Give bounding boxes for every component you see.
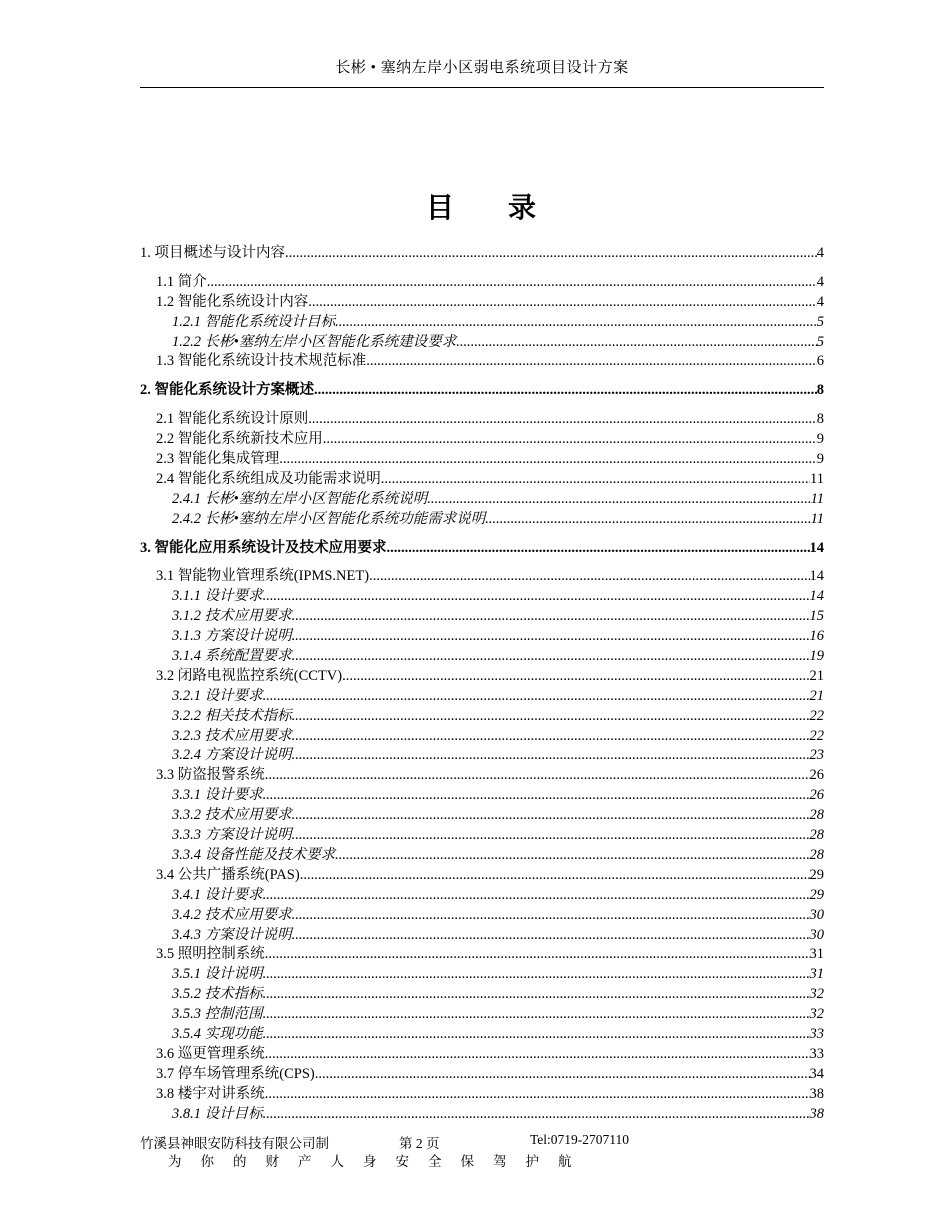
toc-entry-page: 8 (816, 411, 824, 428)
toc-entry-page: 14 (809, 588, 824, 605)
toc-entry-page: 32 (809, 1006, 824, 1023)
toc-entry[interactable] (140, 707, 824, 727)
toc-entry[interactable] (140, 607, 824, 627)
table-of-contents (140, 244, 824, 1124)
toc-entry-page: 29 (809, 886, 824, 903)
toc-entry-page: 22 (809, 707, 824, 724)
toc-entry-label: 3.4 公共广播系统(PAS) (156, 866, 300, 883)
toc-entry-page: 31 (809, 966, 824, 983)
toc-entry[interactable] (140, 244, 824, 264)
toc-entry[interactable] (140, 906, 824, 926)
toc-dot-leader (308, 293, 817, 313)
toc-entry[interactable] (140, 627, 824, 647)
toc-entry-page: 28 (809, 846, 824, 863)
toc-entry-label: 3.5.1 设计说明 (172, 966, 263, 983)
toc-dot-leader (292, 746, 810, 766)
toc-dot-leader (265, 1045, 810, 1065)
toc-dot-leader (292, 627, 810, 647)
toc-entry[interactable] (140, 866, 824, 886)
toc-dot-leader (335, 846, 809, 866)
toc-entry-label: 3.4.1 设计要求 (172, 886, 263, 903)
toc-dot-leader (263, 965, 810, 985)
toc-entry-label: 3.2.1 设计要求 (172, 687, 263, 704)
toc-dot-leader (263, 1005, 810, 1025)
toc-entry-label: 3.5.4 实现功能 (172, 1025, 263, 1042)
footer-company: 竹溪县神眼安防科技有限公司制 (140, 1136, 329, 1151)
toc-entry[interactable] (140, 587, 824, 607)
toc-entry-label: 3.5 照明控制系统 (156, 946, 265, 963)
toc-entry[interactable] (140, 647, 824, 667)
toc-entry-page: 11 (810, 510, 824, 527)
toc-entry[interactable] (140, 450, 824, 470)
toc-entry-page: 34 (809, 1065, 824, 1082)
toc-dot-leader (292, 727, 810, 747)
toc-entry-page: 28 (809, 827, 824, 844)
toc-entry-page: 11 (810, 470, 824, 487)
toc-entry-page: 21 (809, 667, 824, 684)
toc-dot-leader (263, 985, 810, 1005)
toc-entry[interactable] (140, 1065, 824, 1085)
toc-entry-page: 9 (816, 431, 824, 448)
toc-dot-leader (292, 826, 810, 846)
toc-entry[interactable] (140, 1105, 824, 1125)
footer-tel: Tel:0719-2707110 (530, 1132, 630, 1147)
toc-entry[interactable] (140, 1085, 824, 1105)
toc-entry-label: 3.3.4 设备性能及技术要求 (172, 846, 336, 863)
toc-entry-page: 33 (809, 1025, 824, 1042)
toc-entry[interactable] (140, 1005, 824, 1025)
toc-entry-label: 3.2.3 技术应用要求 (172, 727, 292, 744)
toc-dot-leader (381, 470, 810, 490)
toc-entry-page: 21 (809, 687, 824, 704)
toc-entry-label: 3.4.2 技术应用要求 (172, 906, 292, 923)
toc-entry-page: 14 (809, 568, 824, 585)
toc-entry-label: 1. 项目概述与设计内容 (140, 245, 285, 261)
toc-entry[interactable] (140, 985, 824, 1005)
toc-entry-page: 32 (809, 986, 824, 1003)
toc-entry-page: 38 (809, 1085, 824, 1102)
toc-entry-label: 3.3.3 方案设计说明 (172, 827, 292, 844)
toc-entry[interactable] (140, 786, 824, 806)
toc-dot-leader (308, 410, 817, 430)
toc-entry-page: 14 (809, 539, 824, 556)
toc-dot-leader (366, 352, 817, 372)
toc-entry-page: 19 (809, 648, 824, 665)
toc-entry-label: 2. 智能化系统设计方案概述 (140, 382, 314, 399)
toc-dot-leader (292, 926, 810, 946)
toc-dot-leader (335, 313, 817, 333)
toc-entry-label: 2.4.1 长彬•塞纳左岸小区智能化系统说明 (172, 490, 428, 507)
toc-entry-label: 3.8 楼宇对讲系统 (156, 1085, 265, 1102)
toc-dot-leader (265, 945, 810, 965)
toc-dot-leader (456, 333, 817, 353)
toc-entry[interactable] (140, 490, 824, 510)
toc-dot-leader (292, 647, 810, 667)
toc-entry-page: 4 (816, 293, 824, 310)
toc-entry-label: 3.3 防盗报警系统 (156, 767, 265, 784)
toc-entry[interactable] (140, 510, 824, 530)
toc-entry-label: 1.2.2 长彬•塞纳左岸小区智能化系统建设要求 (172, 333, 457, 350)
toc-entry[interactable] (140, 313, 824, 333)
toc-dot-leader (263, 1105, 810, 1125)
toc-entry-label: 3.1.1 设计要求 (172, 588, 263, 605)
toc-entry[interactable] (140, 567, 824, 587)
toc-entry[interactable] (140, 926, 824, 946)
header-divider (140, 87, 824, 88)
toc-entry-label: 2.4.2 长彬•塞纳左岸小区智能化系统功能需求说明 (172, 510, 486, 527)
toc-entry-page: 16 (809, 628, 824, 645)
toc-dot-leader (285, 244, 817, 264)
toc-entry-label: 3.2 闭路电视监控系统(CCTV) (156, 667, 343, 684)
toc-entry-page: 15 (809, 608, 824, 625)
toc-entry[interactable] (140, 886, 824, 906)
toc-entry-label: 2.4 智能化系统组成及功能需求说明 (156, 470, 381, 487)
toc-dot-leader (265, 766, 810, 786)
toc-entry-label: 3.3.2 技术应用要求 (172, 807, 292, 824)
toc-entry-page: 6 (816, 353, 824, 370)
toc-entry[interactable] (140, 945, 824, 965)
toc-title-char-1: 目 (425, 193, 456, 224)
toc-entry-label: 2.2 智能化系统新技术应用 (156, 431, 323, 448)
toc-dot-leader (314, 381, 817, 401)
toc-title (140, 186, 824, 226)
toc-entry-page: 23 (809, 747, 824, 764)
toc-entry-page: 5 (816, 313, 824, 330)
toc-entry-page: 28 (809, 807, 824, 824)
toc-entry-page: 30 (809, 906, 824, 923)
toc-entry-page: 9 (816, 451, 824, 468)
toc-entry-label: 3.8.1 设计目标 (172, 1105, 263, 1122)
toc-entry[interactable] (140, 826, 824, 846)
toc-entry-page: 11 (810, 490, 824, 507)
toc-dot-leader (263, 1025, 810, 1045)
toc-entry[interactable] (140, 1045, 824, 1065)
toc-entry-page: 26 (809, 767, 824, 784)
toc-entry-page: 31 (809, 946, 824, 963)
toc-dot-leader (300, 866, 810, 886)
toc-entry-label: 3.5.3 控制范围 (172, 1006, 263, 1023)
toc-entry[interactable] (140, 539, 824, 559)
toc-entry-page: 5 (816, 333, 824, 350)
toc-dot-leader (207, 273, 817, 293)
toc-entry-label: 3.5.2 技术指标 (172, 986, 263, 1003)
toc-entry-page: 4 (816, 245, 824, 261)
toc-entry-label: 3.1 智能物业管理系统(IPMS.NET) (156, 568, 370, 585)
toc-entry[interactable] (140, 965, 824, 985)
toc-entry-page: 26 (809, 787, 824, 804)
toc-entry-label: 2.1 智能化系统设计原则 (156, 411, 309, 428)
toc-dot-leader (263, 786, 810, 806)
toc-dot-leader (292, 707, 810, 727)
toc-entry-label: 3.3.1 设计要求 (172, 787, 263, 804)
toc-entry[interactable] (140, 333, 824, 353)
toc-dot-leader (292, 806, 810, 826)
toc-entry-label: 3.4.3 方案设计说明 (172, 926, 292, 943)
toc-entry-label: 3.2.2 相关技术指标 (172, 707, 292, 724)
footer-slogan: 为你的财产人身安全保驾护航 (168, 1154, 591, 1169)
footer-page-number: 第 2 页 (399, 1136, 440, 1151)
toc-dot-leader (323, 430, 817, 450)
toc-entry-label: 3.6 巡更管理系统 (156, 1045, 265, 1062)
toc-entry[interactable] (140, 846, 824, 866)
toc-dot-leader (292, 906, 810, 926)
toc-dot-leader (315, 1065, 810, 1085)
toc-entry-page: 4 (816, 273, 824, 290)
toc-entry[interactable] (140, 410, 824, 430)
toc-entry[interactable] (140, 381, 824, 401)
toc-dot-leader (279, 450, 817, 470)
toc-entry[interactable] (140, 273, 824, 293)
toc-dot-leader (485, 510, 810, 530)
toc-entry[interactable] (140, 470, 824, 490)
toc-entry-label: 1.2.1 智能化系统设计目标 (172, 313, 336, 330)
toc-dot-leader (369, 567, 809, 587)
toc-entry[interactable] (140, 667, 824, 687)
toc-entry[interactable] (140, 430, 824, 450)
toc-entry-label: 3. 智能化应用系统设计及技术应用要求 (140, 539, 387, 556)
toc-dot-leader (342, 667, 809, 687)
toc-entry-label: 1.3 智能化系统设计技术规范标准 (156, 353, 367, 370)
toc-entry-label: 3.7 停车场管理系统(CPS) (156, 1065, 315, 1082)
toc-entry-page: 33 (809, 1045, 824, 1062)
toc-entry[interactable] (140, 727, 824, 747)
toc-entry[interactable] (140, 1025, 824, 1045)
page-header-title: 长彬 • 塞纳左岸小区弱电系统项目设计方案 (335, 60, 629, 76)
toc-dot-leader (263, 587, 810, 607)
toc-dot-leader (292, 607, 810, 627)
toc-title-char-2: 录 (508, 193, 539, 224)
toc-entry-label: 3.1.4 系统配置要求 (172, 648, 292, 665)
toc-dot-leader (387, 539, 810, 559)
toc-dot-leader (263, 886, 810, 906)
toc-dot-leader (263, 687, 810, 707)
toc-entry-page: 22 (809, 727, 824, 744)
toc-entry-label: 3.1.3 方案设计说明 (172, 628, 292, 645)
toc-entry[interactable] (140, 746, 824, 766)
toc-dot-leader (265, 1085, 810, 1105)
toc-entry[interactable] (140, 766, 824, 786)
toc-entry-label: 3.1.2 技术应用要求 (172, 608, 292, 625)
toc-entry-page: 38 (809, 1105, 824, 1122)
toc-entry[interactable] (140, 687, 824, 707)
toc-entry[interactable] (140, 352, 824, 372)
toc-entry-page: 29 (809, 866, 824, 883)
toc-entry-label: 1.2 智能化系统设计内容 (156, 293, 309, 310)
toc-entry-label: 2.3 智能化集成管理 (156, 451, 280, 468)
toc-entry-page: 30 (809, 926, 824, 943)
toc-entry-label: 3.2.4 方案设计说明 (172, 747, 292, 764)
toc-entry-label: 1.1 简介 (156, 273, 207, 290)
toc-entry[interactable] (140, 806, 824, 826)
toc-entry-page: 8 (816, 382, 824, 399)
toc-dot-leader (427, 490, 810, 510)
toc-entry[interactable] (140, 293, 824, 313)
